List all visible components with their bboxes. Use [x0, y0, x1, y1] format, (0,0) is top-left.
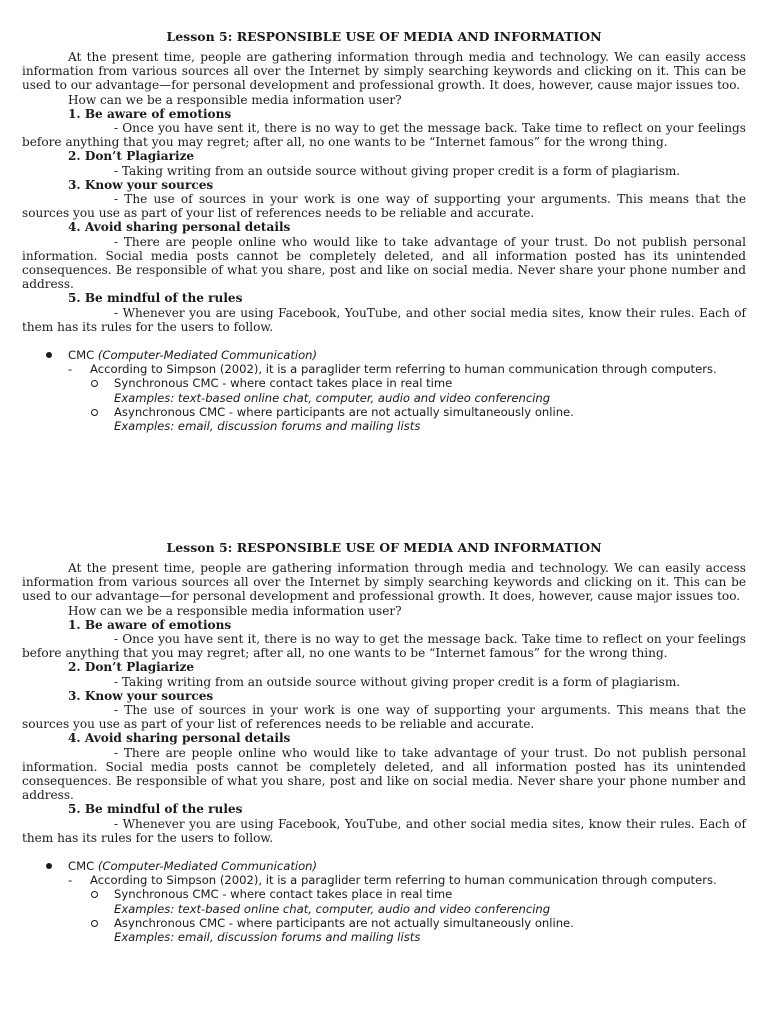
cmc-type-examples: Examples: email, discussion forums and mailing lists	[114, 930, 421, 945]
cmc-type-item	[22, 887, 746, 901]
tip-heading: 4. Avoid sharing personal details	[68, 220, 291, 235]
cmc-type-item	[22, 916, 746, 930]
tip-body: - Whenever you are using Facebook, YouTube, and other social media sites, know their rules. Each of them has its rules for the users to follow.	[22, 816, 746, 845]
cmc-type-examples: Examples: email, discussion forums and mailing lists	[114, 419, 421, 434]
cmc-definition-item	[22, 362, 746, 376]
tip-heading: 4. Avoid sharing personal details	[68, 731, 291, 746]
tip-heading: 5. Be mindful of the rules	[68, 802, 243, 817]
cmc-type-item	[22, 376, 746, 390]
cmc-type-label: Synchronous CMC - where contact takes place in real time	[114, 887, 453, 902]
bullet-icon	[46, 863, 52, 869]
tip-body: - Once you have sent it, there is no way to get the message back. Take time to reflect on your feelings before anything that you may regret; after all, no one wants to be “Internet famous” for the wrong thing.	[22, 632, 746, 661]
lesson-section-1	[22, 30, 746, 433]
hollow-bullet-icon	[91, 409, 98, 416]
tip-heading: 3. Know your sources	[68, 177, 214, 192]
tip-body: - Taking writing from an outside source without giving proper credit is a form of plagiarism.	[114, 163, 681, 178]
cmc-term: CMC	[68, 859, 95, 874]
cmc-definition: According to Simpson (2002), it is a paraglider term referring to human communication through computers.	[90, 362, 717, 377]
cmc-heading	[22, 859, 746, 873]
cmc-definition: According to Simpson (2002), it is a paraglider term referring to human communication through computers.	[90, 873, 717, 888]
dash-marker: -	[68, 873, 73, 888]
cmc-section	[22, 859, 746, 944]
lesson-title: Lesson 5: RESPONSIBLE USE OF MEDIA AND INFORMATION	[166, 540, 602, 555]
tip-heading: 2. Don’t Plagiarize	[68, 149, 195, 164]
tip-body: - There are people online who would like to take advantage of your trust. Do not publish personal information. Social media posts cannot be completely deleted, and all information posted has its unintended consequences. Be responsible of what you share, post and like on social media. Never share your phone number and address.	[22, 745, 746, 803]
cmc-type-examples: Examples: text-based online chat, computer, audio and video conferencing	[114, 901, 551, 916]
cmc-gloss: (Computer-Mediated Communication)	[97, 348, 318, 363]
cmc-type-label: Asynchronous CMC - where participants are not actually simultaneously online.	[114, 404, 574, 419]
lesson-title: Lesson 5: RESPONSIBLE USE OF MEDIA AND INFORMATION	[166, 29, 602, 44]
tip-body: - Taking writing from an outside source without giving proper credit is a form of plagiarism.	[114, 674, 681, 689]
cmc-section	[22, 348, 746, 433]
cmc-term: CMC	[68, 348, 95, 363]
tip-body: - Whenever you are using Facebook, YouTube, and other social media sites, know their rules. Each of them has its rules for the users to follow.	[22, 305, 746, 334]
cmc-type-label: Asynchronous CMC - where participants are not actually simultaneously online.	[114, 915, 574, 930]
tip-heading: 2. Don’t Plagiarize	[68, 660, 195, 675]
cmc-type-examples: Examples: text-based online chat, computer, audio and video conferencing	[114, 390, 551, 405]
hollow-bullet-icon	[91, 380, 98, 387]
tip-heading: 5. Be mindful of the rules	[68, 291, 243, 306]
intro-paragraph: At the present time, people are gathering information through media and technology. We can easily access information from various sources all over the Internet by simply searching keywords and clicking on it. This can be used to our advantage—for personal development and professional growth. It does, however, cause major issues too.	[22, 561, 746, 604]
lesson-section-2	[22, 541, 746, 944]
cmc-type-label: Synchronous CMC - where contact takes place in real time	[114, 376, 453, 391]
tip-body: - The use of sources in your work is one way of supporting your arguments. This means that the sources you use as part of your list of references needs to be reliable and accurate.	[22, 192, 746, 221]
intro-paragraph: At the present time, people are gathering information through media and technology. We can easily access information from various sources all over the Internet by simply searching keywords and clicking on it. This can be used to our advantage—for personal development and professional growth. It does, however, cause major issues too.	[22, 50, 746, 93]
dash-marker: -	[68, 362, 73, 377]
cmc-heading	[22, 348, 746, 362]
guiding-question: How can we be a responsible media information user?	[68, 603, 402, 618]
bullet-icon	[46, 352, 52, 358]
tips-list	[22, 618, 746, 845]
hollow-bullet-icon	[91, 920, 98, 927]
cmc-gloss: (Computer-Mediated Communication)	[97, 859, 318, 874]
hollow-bullet-icon	[91, 891, 98, 898]
tip-body: - There are people online who would like to take advantage of your trust. Do not publish personal information. Social media posts cannot be completely deleted, and all information posted has its unintended consequences. Be responsible of what you share, post and like on social media. Never share your phone number and address.	[22, 234, 746, 292]
tip-heading: 3. Know your sources	[68, 688, 214, 703]
guiding-question: How can we be a responsible media information user?	[68, 92, 402, 107]
cmc-definition-item	[22, 873, 746, 887]
tip-body: - The use of sources in your work is one way of supporting your arguments. This means that the sources you use as part of your list of references needs to be reliable and accurate.	[22, 703, 746, 732]
cmc-type-item	[22, 405, 746, 419]
tip-body: - Once you have sent it, there is no way to get the message back. Take time to reflect on your feelings before anything that you may regret; after all, no one wants to be “Internet famous” for the wrong thing.	[22, 121, 746, 150]
tip-heading: 1. Be aware of emotions	[68, 106, 232, 121]
tip-heading: 1. Be aware of emotions	[68, 617, 232, 632]
tips-list	[22, 107, 746, 334]
